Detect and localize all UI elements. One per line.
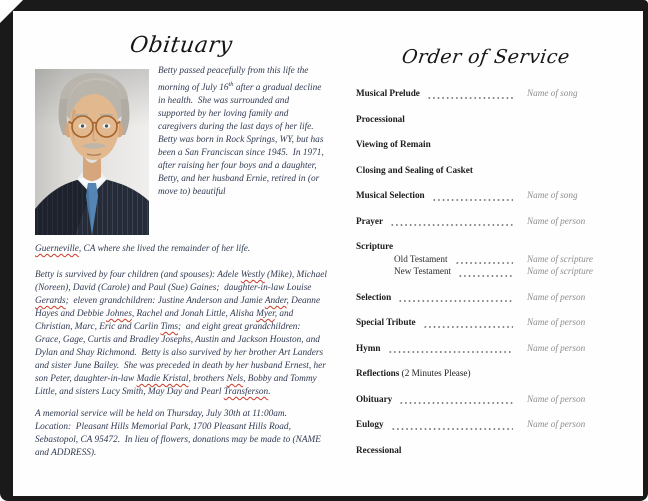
misspelled-word: Myer: [256, 309, 275, 319]
order-item-label: Musical Selection: [356, 190, 425, 200]
order-item-label: Obituary: [356, 393, 393, 404]
dot-leader: [391, 421, 513, 430]
text-run: , Rachel and Jonah Little, Alisha: [131, 309, 257, 319]
order-subitem: [356, 265, 616, 277]
order-item: [356, 393, 616, 405]
order-item-value: Name of person: [527, 393, 586, 404]
text-run: , Bobby and Tommy Little, and sisters Lucy Smith, May Day and Pearl: [35, 374, 319, 397]
order-item: [356, 215, 616, 227]
text-run: A memorial service will be held on Thursday, July 30th at 11:00am. Location: Pleasant Hills Memorial Park, 1700 Pleasant Hills Road, Sebastopol, CA 95472. In lieu of flowers, donations may be made to (NAME and ADDRESS).: [35, 409, 324, 458]
obituary-title-text: Obituary: [128, 33, 234, 58]
order-item: [356, 316, 616, 328]
order-item-value: Name of song: [527, 190, 578, 200]
dot-leader: [427, 90, 513, 99]
order-item-value: Name of person: [527, 317, 586, 327]
order-of-service-page: [356, 44, 616, 469]
misspelled-word: Guerneville: [35, 244, 79, 254]
order-item-lead: [356, 393, 519, 405]
order-item-label: Recessional: [356, 444, 402, 455]
order-item: [356, 240, 616, 252]
portrait-photo: [35, 69, 149, 235]
order-item-value: Name of song: [527, 88, 578, 98]
order-item-value: Name of person: [527, 215, 586, 226]
dot-leader: [399, 396, 513, 405]
order-item: [356, 164, 616, 176]
obituary-title: [35, 33, 327, 59]
order-of-service-list: [356, 87, 616, 456]
misspelled-word: Tims: [160, 322, 179, 332]
text-run: after a gradual decline in health. She was surrounded and supported by her loving family and caregivers during the last days of her life. Betty was born in Rock Springs, WY, but has been a San Franciscan since 1945. In 1971, after raising her four boys and a daughter, Betty, and her husband Ernie, retired in (or move to) beautiful: [158, 83, 327, 198]
dot-leader: [423, 319, 513, 328]
order-item-label: Viewing of Remain: [356, 139, 431, 149]
order-item-label: Eulogy: [356, 419, 384, 429]
text-run: , brothers: [188, 374, 227, 384]
text-run: Betty passed peacefully from this life the morning of July 16: [158, 66, 311, 94]
order-item-lead: [356, 265, 519, 277]
order-item: [356, 138, 616, 150]
order-item-label: Hymn: [356, 342, 381, 353]
order-item-label: Selection: [356, 291, 392, 302]
order-item-label: Closing and Sealing of Casket: [356, 164, 473, 175]
text-run: (Mike), Michael (Noreen), David (Carole) and Paul (Sue) Gaines; daughter-in-law Louise: [35, 270, 330, 293]
order-item-label: Processional: [356, 113, 405, 124]
misspelled-word: Gerards: [35, 296, 66, 306]
dot-leader: [390, 218, 513, 227]
dot-leader: [398, 294, 513, 303]
order-item: [356, 189, 616, 201]
order-item: [356, 367, 616, 379]
ordinal-superscript: th: [228, 81, 234, 88]
text-run: .: [268, 387, 271, 397]
order-item: [356, 342, 616, 354]
order-item-lead: [356, 138, 519, 150]
order-item-label: Special Tribute: [356, 317, 416, 327]
order-item-value: Name of scripture: [527, 253, 594, 264]
dot-leader: [458, 268, 513, 277]
order-item: [356, 113, 616, 125]
text-run: Betty is survived by four children (and spouses): Adele: [35, 270, 241, 280]
order-item-lead: [356, 240, 519, 252]
order-item-label: Scripture: [356, 241, 394, 251]
misspelled-word: Madie Kristal: [136, 374, 189, 384]
order-item-value: Name of person: [527, 291, 586, 302]
order-of-service-title: [356, 44, 616, 70]
order-item-lead: [356, 253, 519, 265]
order-item-label: New Testament: [394, 266, 452, 276]
dot-leader: [388, 345, 513, 354]
text-run: , and Christian, Marc, Eric and Carlin: [35, 309, 296, 332]
order-item-lead: [356, 444, 519, 456]
misspelled-word: Transferson: [223, 387, 269, 397]
program-sheet: [13, 11, 643, 496]
order-item-value: Name of person: [527, 342, 586, 353]
dot-leader: [432, 192, 513, 201]
text-run: ; and eight great grandchildren: Grace, Gage, Curtis and Bradley Josephs, Austin and Jackson Houston, and Dylan and Shay Richmond. Betty is also survived by her brother Art Landers and sister June Bailey. She was preceded in death by her husband Ernest, her son Peter, daughter-in-law: [35, 322, 329, 384]
order-item-lead: [356, 367, 519, 379]
order-item-label: Old Testament: [394, 253, 448, 264]
obituary-paragraph-intro-continued: [35, 243, 327, 256]
text-run: , Deanne Hayes and Debbie: [35, 296, 323, 319]
order-item-value: Name of person: [527, 419, 586, 429]
order-item-lead: [356, 189, 519, 201]
order-item: [356, 444, 616, 456]
obituary-page: [35, 33, 330, 460]
text-run: , CA where she lived the remainder of her life.: [78, 244, 251, 254]
order-item-label: Prayer: [356, 215, 384, 226]
order-item-lead: [356, 113, 519, 125]
order-item-lead: [356, 164, 519, 176]
order-item-lead: [356, 87, 519, 99]
order-of-service-title-text: Order of Service: [400, 46, 572, 68]
order-item-lead: [356, 215, 519, 227]
order-item: [356, 87, 616, 99]
order-item-label: Reflections: [356, 368, 400, 378]
misspelled-word: Ander: [264, 296, 287, 306]
order-item-value: Name of scripture: [527, 266, 594, 276]
order-item-lead: [356, 316, 519, 328]
misspelled-word: Nels: [226, 374, 244, 384]
order-item-label: Musical Prelude: [356, 88, 420, 98]
obituary-paragraph-family: [35, 269, 330, 399]
obituary-paragraph-service-info: [35, 408, 327, 460]
misspelled-word: Johnes: [106, 309, 132, 319]
order-item-lead: [356, 418, 519, 430]
text-run: ; eleven grandchildren: Justine Anderson and Jamie: [65, 296, 265, 306]
order-item-note: (2 Minutes Please): [399, 368, 471, 378]
order-item: [356, 291, 616, 303]
order-item-lead: [356, 342, 519, 354]
order-item-lead: [356, 291, 519, 303]
dot-leader: [455, 256, 513, 265]
order-subitem: [356, 253, 616, 265]
order-item: [356, 418, 616, 430]
misspelled-word: Westly: [240, 270, 265, 280]
